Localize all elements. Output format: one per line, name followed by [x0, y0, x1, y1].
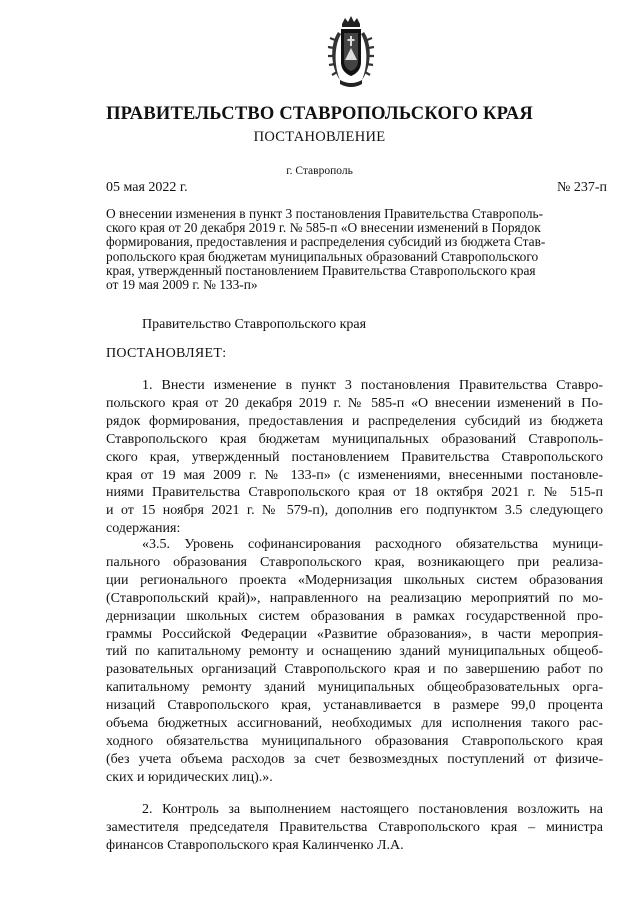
city-name: г. Ставрополь	[286, 165, 353, 177]
document-type: ПОСТАНОВЛЕНИЕ	[253, 129, 386, 145]
government-title: ПРАВИТЕЛЬСТВО СТАВРОПОЛЬСКОГО КРАЯ	[106, 104, 533, 124]
subject-line: формирования, предоставления и распределения субсидий из бюджета Став-	[106, 234, 546, 250]
paragraph-line: дернизации школьных систем образования в рамках государственной про-	[106, 608, 603, 624]
resolves-heading: ПОСТАНОВЛЯЕТ:	[106, 346, 227, 361]
paragraph-line: тий по капитальному ремонту и оснащению зданий муниципальных общеоб-	[106, 644, 603, 660]
paragraph-line: края от 19 мая 2009 г. № 133-п» (с изменениями, внесенными постановле-	[106, 467, 603, 483]
paragraph-line: объема бюджетных ассигнований, необходимых для исполнения такого рас-	[106, 716, 603, 732]
paragraph-line: Ставропольского края бюджетам муниципальных образований Ставрополь-	[106, 431, 603, 447]
paragraph-line: разовательных организаций Ставропольского края и по завершению работ по	[106, 662, 603, 678]
paragraph-line: капитальному ремонту зданий муниципальных общеобразовательных орга-	[106, 680, 603, 696]
subject-line: от 19 мая 2009 г. № 133-п»	[106, 277, 258, 293]
paragraph-line: ского края, утвержденный постановлением Правительства Ставропольского	[106, 449, 603, 465]
paragraph-line: заместителя председателя Правительства Ставропольского края – министра	[106, 819, 603, 835]
paragraph-line: содержания:	[106, 521, 181, 537]
paragraph-line: ских и юридических лиц).».	[106, 769, 273, 785]
paragraph-line: 1. Внести изменение в пункт 3 постановления Правительства Ставро-	[142, 378, 603, 393]
paragraph-line: низаций Ставропольского края, устанавливается в размере 99,0 процента	[106, 698, 603, 714]
paragraph-line: пального образования Ставропольского края, возникающего при реализа-	[106, 554, 603, 570]
paragraph-line: «3.5. Уровень софинансирования расходного обязательства муници-	[142, 537, 603, 552]
subject-line: ропольского края бюджетам муниципальных образований Ставропольского	[106, 248, 539, 264]
document-number: № 237-п	[556, 180, 607, 195]
paragraph-line: финансов Ставропольского края Калинченко Л.А.	[106, 837, 404, 853]
paragraph-line: рядок формирования, предоставления и распределения субсидий из бюджета	[106, 413, 603, 429]
paragraph-3	[106, 801, 603, 855]
paragraph-line: (Ставропольский край)», направленного на реализацию мероприятий по мо-	[106, 590, 603, 606]
paragraph-line: (без учета объема расходов за счет безвозмездных поступлений от физиче-	[106, 751, 603, 767]
paragraph-2	[106, 536, 603, 787]
paragraph-line: ходного обязательства муниципального образования Ставропольского края	[106, 733, 603, 749]
paragraph-line: и от 15 ноября 2021 г. № 579-п), дополнив его подпунктом 3.5 следующего	[106, 503, 603, 519]
issuer-text: Правительство Ставропольского края	[142, 317, 367, 332]
document-date: 05 мая 2022 г.	[106, 180, 188, 195]
document-subject	[106, 207, 603, 292]
paragraph-line: ниями Правительства Ставропольского края от 18 октября 2021 г. № 515-п	[106, 485, 603, 501]
paragraph-line: ции регионального проекта «Модернизация школьных систем образования	[106, 572, 603, 588]
subject-line: ского края от 20 декабря 2019 г. № 585-п «О внесении изменений в Порядок	[106, 220, 541, 236]
paragraph-line: польского края от 20 декабря 2019 г. № 585-п «О внесении изменений в По-	[106, 395, 603, 411]
paragraph-1	[106, 377, 603, 538]
subject-line: О внесении изменения в пункт 3 постановления Правительства Ставрополь-	[106, 206, 544, 221]
coat-of-arms-emblem	[326, 14, 376, 90]
paragraph-line: 2. Контроль за выполнением настоящего постановления возложить на	[142, 802, 603, 817]
paragraph-line: граммы Российской Федерации «Развитие образования», в части мероприя-	[106, 626, 603, 642]
subject-line: края, утвержденный постановлением Правительства Ставропольского края	[106, 262, 536, 278]
